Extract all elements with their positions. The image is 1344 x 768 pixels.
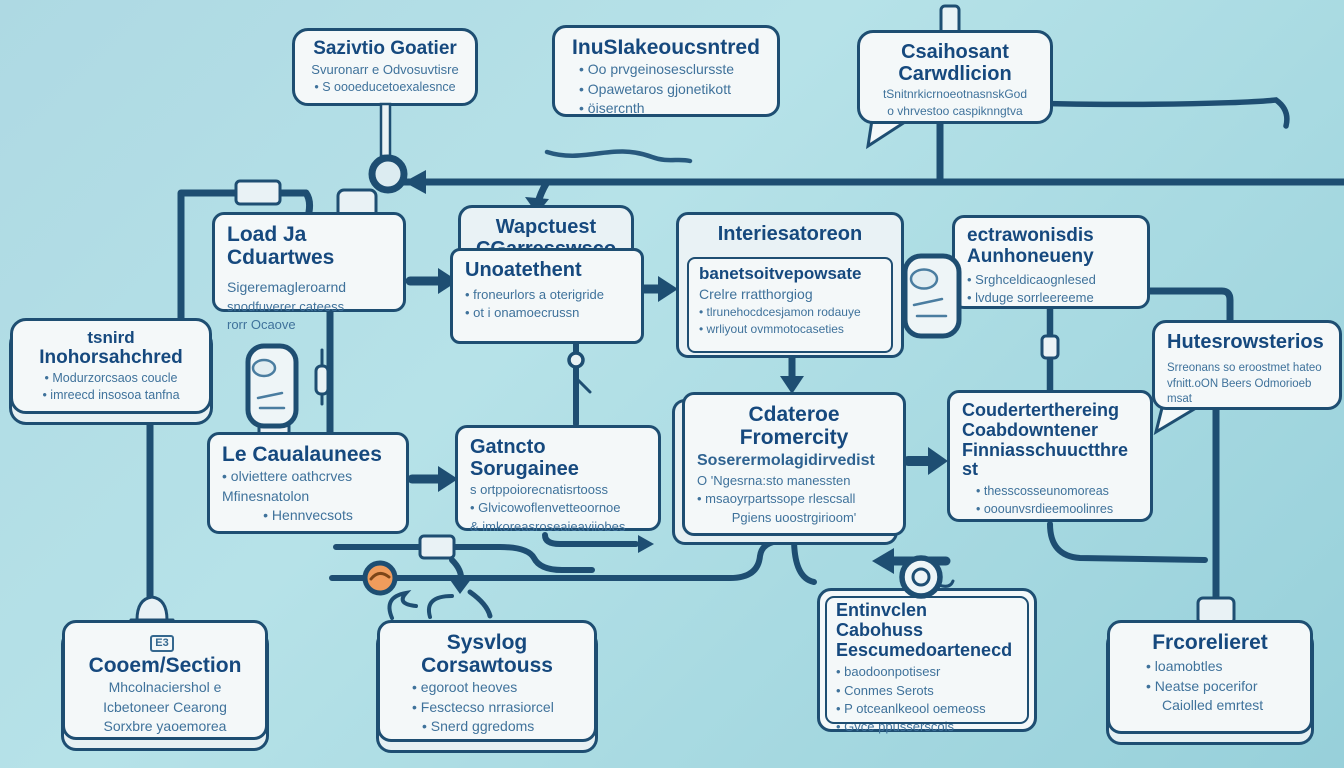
box-autonomy-title: ectrawonisdis bbox=[967, 225, 1094, 246]
arrowhead-left-entinvclen bbox=[872, 548, 894, 574]
box-insights-line: • Opawetaros gjonetikott bbox=[579, 80, 731, 97]
box-counter-line: • ooounvsrdieemoolinres bbox=[976, 501, 1114, 516]
box-sysvlog-line: • Snerd ggredoms bbox=[422, 718, 535, 735]
box-entinvclen-line: • P otceanlkeool oemeoss bbox=[836, 700, 986, 716]
box-interies-panel bbox=[687, 257, 893, 353]
box-interies bbox=[676, 212, 904, 358]
box-entinvclen-title: Eescumedoartenecd bbox=[836, 639, 1013, 660]
box-cashosant-line: o vhrvestoo caspiknngtva bbox=[887, 104, 1023, 118]
box-frocetheret-title: Frcorelieret bbox=[1152, 631, 1268, 654]
box-counter-title: Finniasschuuctthre st bbox=[962, 439, 1129, 480]
box-wapctuest-panel-title: Unoatethent bbox=[465, 259, 582, 281]
box-third-line: • Modurzorcsaos coucle bbox=[44, 370, 178, 385]
box-wapctuest-panel bbox=[450, 248, 644, 344]
arrowhead-left-into-magnifier bbox=[404, 170, 426, 194]
box-counter bbox=[947, 390, 1153, 522]
box-counter-title: Coabdowntener bbox=[962, 419, 1099, 440]
box-third-title: Inohorsahchred bbox=[39, 346, 183, 368]
arrowhead-right-low bbox=[638, 535, 654, 553]
box-gatnco-title: Gatncto Sorugainee bbox=[470, 436, 579, 480]
box-autonomy-line: • lvduge sorrleereeme bbox=[967, 290, 1094, 306]
box-third-title: tsnird bbox=[87, 328, 135, 347]
box-cooem-line: Icbetoneer Cearong bbox=[103, 698, 227, 715]
box-scenario-line: • S oooeducetoexalesnce bbox=[314, 80, 456, 95]
box-third-line: • imreecd insosoa tanfna bbox=[42, 388, 180, 403]
box-insights bbox=[552, 25, 780, 117]
box-caualunes-line: • olviettere oathcrves bbox=[222, 468, 353, 485]
box-wapctuest-title-line: Wapctuest bbox=[495, 216, 597, 238]
box-load-line: snodfuverer cateess bbox=[227, 298, 345, 314]
box-scenario-title: Sazivtio Goatier bbox=[313, 38, 457, 59]
box-sysvlog-title: Sysvlog Corsawtouss bbox=[421, 631, 553, 678]
box-frocetheret-line: • Neatse pocerifor bbox=[1146, 677, 1258, 694]
box-cashosant-title: Carwdlicion bbox=[898, 63, 1012, 85]
arrowhead-wapctuest-to-interies bbox=[658, 276, 678, 302]
box-gatnco-line: • Glvicowoflenvetteoornoe bbox=[470, 500, 621, 516]
box-cooem-title: Cooem/Section bbox=[88, 654, 242, 678]
box-cooem bbox=[62, 620, 268, 740]
inline-connector-block-top bbox=[236, 181, 280, 204]
box-histories bbox=[1152, 320, 1342, 410]
box-cashosant-line: tSnitnrkicrnoeotnasnskGod bbox=[882, 87, 1028, 101]
box-load-line: rorr Ocaove bbox=[227, 316, 296, 332]
box-insights-line: • Oo prvgeinosesclursste bbox=[579, 61, 735, 78]
box-frocetheret-line: Caiolled emrtest bbox=[1162, 697, 1264, 714]
box-gatnco-line: & imkoreasroseaieaviiobes bbox=[470, 518, 626, 534]
box-sysvlog-line: • Fesctecso nrrasiorcel bbox=[412, 698, 554, 715]
box-histories-title: Hutesrowsterios bbox=[1167, 331, 1324, 353]
box-entinvclen-line: • Gvce ppusserscols bbox=[836, 719, 954, 735]
bubble-tail-histories bbox=[1156, 408, 1196, 432]
box-entinvclen-line: • Conmes Serots bbox=[836, 682, 934, 698]
box-autonomy-line: • Srghceldicaognlesed bbox=[967, 271, 1096, 287]
box-insights-title: InuSIakeoucsntred bbox=[572, 36, 760, 59]
box-scenario bbox=[292, 28, 478, 106]
box-autonomy bbox=[952, 215, 1150, 309]
box-interies-title: Interiesatoreon bbox=[717, 223, 863, 245]
box-interies-panel-line: • wrliyout ovmmotocaseties bbox=[699, 322, 844, 337]
box-load bbox=[212, 212, 406, 332]
box-cdateroe-line: Soserermolagidirvedist bbox=[697, 452, 875, 470]
box-cdateroe bbox=[682, 392, 906, 536]
box-caualunes-line: Mfinesnatolon bbox=[222, 487, 310, 504]
box-entinvclen-line: • baodoonpotisesr bbox=[836, 664, 941, 680]
box-cashosant-title: Csaihosant bbox=[901, 41, 1009, 63]
box-cashosant bbox=[857, 30, 1053, 124]
box-cdateroe-line: O 'Ngesrna:sto manessten bbox=[697, 473, 851, 489]
box-load-title: Load Ja Cduartwes bbox=[227, 223, 335, 270]
box-cdateroe-line: Pgiens uoostrgirioom' bbox=[731, 509, 857, 525]
cooem-badge: E3 bbox=[150, 635, 173, 651]
box-gatnco-line: s ortppoiorecnatisrtooss bbox=[470, 482, 609, 497]
box-caualunes-line: • Hennvecsots bbox=[263, 507, 353, 524]
box-cooem-line: Sorxbre yaoemorea bbox=[103, 718, 227, 735]
box-wapctuest-panel-line: • froneurlors a oterigride bbox=[465, 287, 604, 302]
box-frocetheret-line: • loamobtles bbox=[1146, 658, 1223, 675]
box-cooem-line: Mhcolnaciershol e bbox=[108, 679, 222, 696]
box-insights-line: • öisercnth bbox=[579, 100, 645, 117]
inline-connector-block-bottom bbox=[420, 536, 454, 558]
box-gatnco bbox=[455, 425, 661, 534]
box-cdateroe-line: • msaoyrpartssope rlescsall bbox=[697, 491, 856, 507]
box-frocetheret bbox=[1107, 620, 1313, 734]
box-interies-panel-title: banetsoitvepowsate bbox=[699, 264, 862, 283]
box-sysvlog bbox=[377, 620, 597, 742]
box-counter-title: Couderterthereing bbox=[962, 400, 1120, 420]
box-cdateroe-title: Cdateroe Fromercity bbox=[739, 403, 849, 450]
box-wapctuest-panel-line: • ot i onamoecrussn bbox=[465, 305, 580, 321]
box-scenario-line: Svuronarr e Odvosuvtisre bbox=[311, 61, 459, 77]
box-third bbox=[10, 318, 212, 414]
box-interies-panel-line: • tlrunehocdcesjamon rodauye bbox=[699, 305, 861, 320]
box-histories-line: Srreonans so eroostmet hateo bbox=[1167, 362, 1322, 374]
box-entinvclen bbox=[817, 588, 1037, 735]
box-caualunes bbox=[207, 432, 409, 534]
box-sysvlog-line: • egoroot heoves bbox=[412, 679, 518, 696]
box-caualunes-title: Le Caualaunees bbox=[222, 443, 382, 466]
box-interies-panel-line: Crelre rratthorgiog bbox=[699, 285, 813, 302]
box-autonomy-title: Aunhoneueny bbox=[967, 245, 1094, 267]
arrowhead-cdateroe-to-counter bbox=[928, 447, 948, 475]
box-entinvclen-title: Entinvclen Cabohuss bbox=[836, 600, 928, 640]
box-histories-line: vfnitt.oON Beers Odmorioeb msat bbox=[1167, 378, 1312, 405]
box-counter-line: • thesscosseunomoreas bbox=[976, 484, 1109, 499]
box-load-line: Sigeremagleroarnd bbox=[227, 279, 347, 296]
